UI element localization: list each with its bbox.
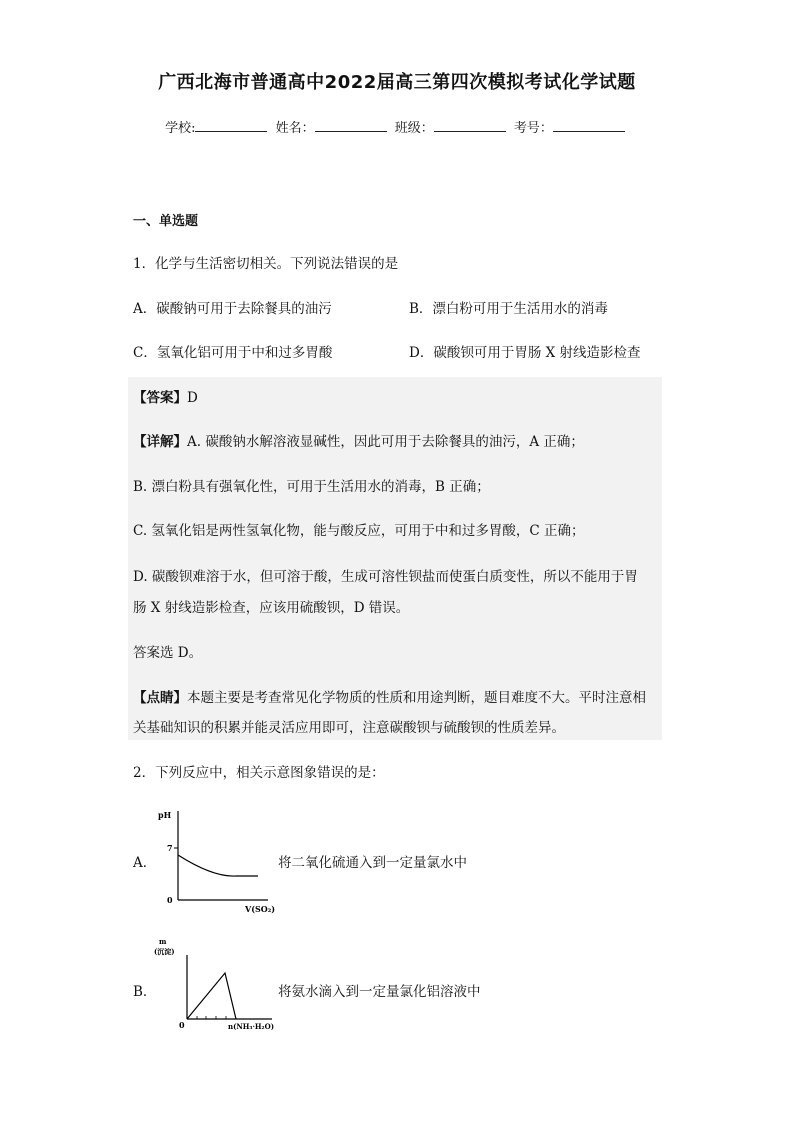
detail-line-d2: 肠 X 射线造影检查，应该用硫酸钡，D 错误。 [133,600,410,616]
precipitate-graph [150,935,285,1035]
exam-number-label: 考号： [513,121,553,136]
answer-value: D [187,390,198,406]
question-1-option-b: B．漂白粉可用于生活用水的消毒 [409,301,608,317]
precipitate-graph-origin: 0 [179,1020,185,1030]
detail-line-a [133,430,584,450]
ph-graph [150,805,285,915]
section-heading: 一、单选题 [133,214,199,229]
detail-label: 【详解】 [133,434,187,450]
question-1-stem: 1．化学与生活密切相关。下列说法错误的是 [133,256,399,272]
tip-line-2: 关基础知识的积累并能灵活应用即可，注意碳酸钡与硫酸钡的性质差异。 [133,720,565,736]
student-info-row [0,117,794,136]
question-1-option-c: C．氢氧化铝可用于中和过多胃酸 [133,345,333,361]
ph-graph-x-label: V(SO₂) [245,904,276,914]
question-2-stem: 2．下列反应中，相关示意图象错误的是： [133,765,385,781]
class-label: 班级： [394,121,434,136]
tip-text-1: 本题主要是考查常见化学物质的性质和用途判断，题目难度不大。平时注意相 [187,690,646,706]
ph-graph-y-label: pH [158,810,172,820]
question-1-option-d: D．碳酸钡可用于胃肠 X 射线造影检查 [409,345,641,361]
school-blank[interactable] [195,117,267,132]
class-blank[interactable] [434,117,506,132]
detail-a-text: A. 碳酸钠水解溶液显碱性，因此可用于去除餐具的油污，A 正确； [187,434,584,450]
question-1-option-a: A．碳酸钠可用于去除餐具的油污 [133,301,332,317]
conclusion-line: 答案选 D。 [133,645,203,661]
detail-line-d1: D. 碳酸钡难溶于水，但可溶于酸，生成可溶性钡盐而使蛋白质变性，所以不能用于胃 [133,569,638,585]
precipitate-graph-y-label-2: (沉淀) [154,947,175,956]
answer-line [133,386,198,406]
question-2-option-b-text: 将氨水滴入到一定量氯化铝溶液中 [278,984,481,1000]
detail-line-c: C. 氢氧化铝是两性氢氧化物，能与酸反应，可用于中和过多胃酸，C 正确； [133,523,585,539]
ph-graph-curve [178,855,258,876]
school-label: 学校: [165,121,196,136]
precipitate-graph-curve [187,973,236,1019]
name-label: 姓名： [275,121,315,136]
page-title: 广西北海市普通高中2022届高三第四次模拟考试化学试题 [158,72,636,93]
exam-number-blank[interactable] [553,117,625,132]
answer-label: 【答案】 [133,390,187,406]
name-blank[interactable] [315,117,387,132]
tip-label: 【点睛】 [133,690,187,706]
tip-line-1 [133,686,646,706]
question-2-option-a-label: A． [133,855,157,871]
ph-graph-origin: 0 [167,895,173,905]
question-2-option-a-text: 将二氧化硫通入到一定量氯水中 [278,855,467,871]
ph-graph-y-tick: 7 [167,843,173,853]
precipitate-graph-y-label-1: m [159,937,167,946]
detail-line-b: B. 漂白粉具有强氧化性，可用于生活用水的消毒，B 正确； [133,479,490,495]
precipitate-graph-x-label: n(NH₃·H₂O) [228,1022,275,1031]
question-2-option-b-label: B． [133,984,157,1000]
